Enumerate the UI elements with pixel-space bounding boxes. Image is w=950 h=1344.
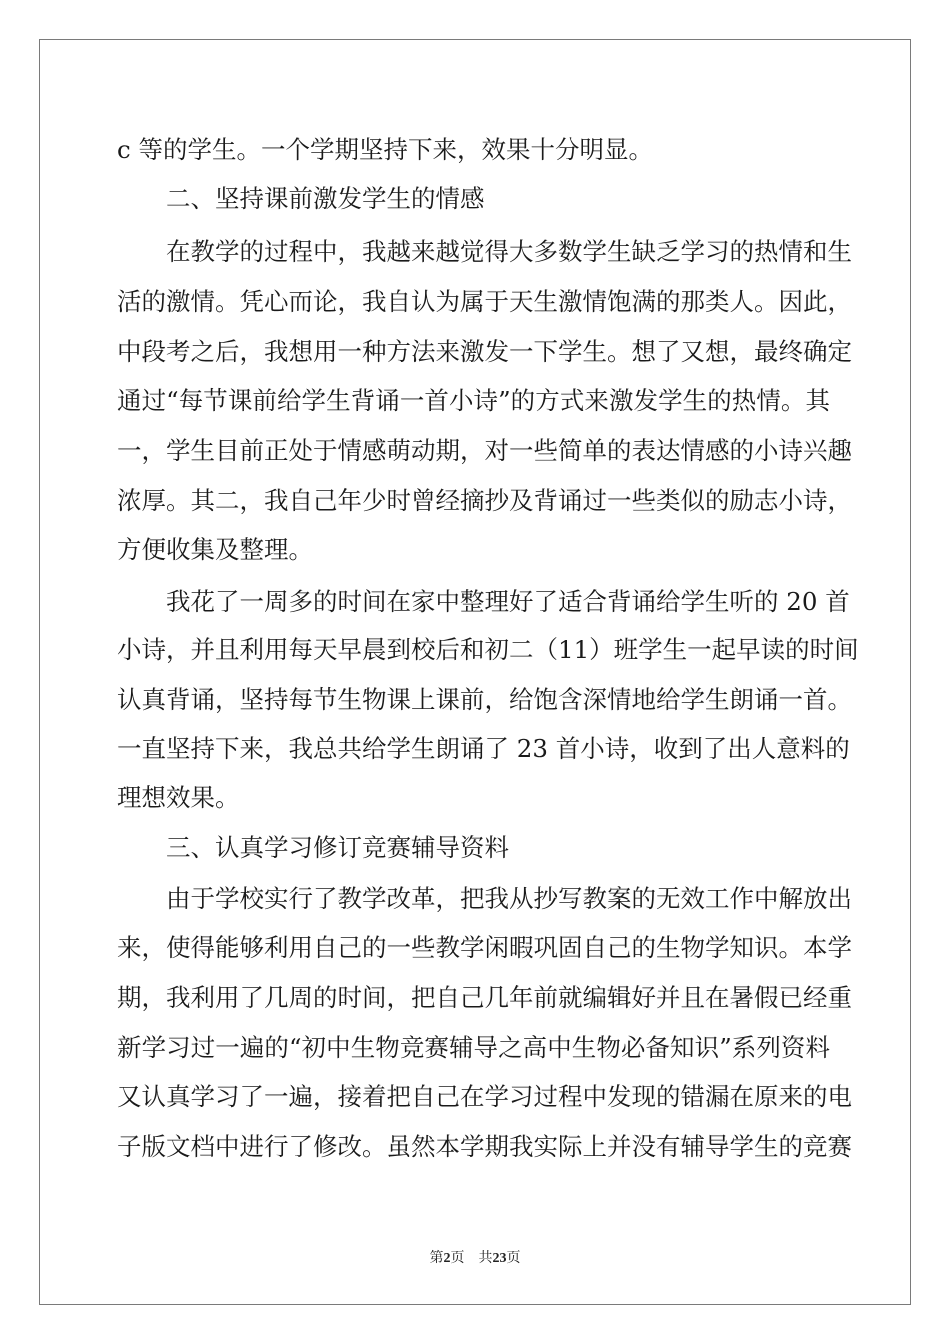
text-line-content: 认真背诵，坚持每节生物课上课前，给饱含深情地给学生朗诵一首。 — [117, 685, 852, 714]
footer-middle: 页 共 — [450, 1250, 493, 1266]
text-line-content: 浓厚。其二，我自己年少时曾经摘抄及背诵过一些类似的励志小诗， — [117, 486, 852, 515]
text-line-content: 通过“每节课前给学生背诵一首小诗”的方式来激发学生的热情。其 — [117, 386, 830, 415]
footer-suffix: 页 — [506, 1250, 521, 1266]
text-line-content: 中段考之后，我想用一种方法来激发一下学生。想了又想，最终确定 — [117, 337, 852, 366]
section-heading-text: 二、坚持课前激发学生的情感 — [166, 184, 485, 213]
text-line-content: 期，我利用了几周的时间，把自己几年前就编辑好并且在暑假已经重 — [117, 983, 852, 1012]
footer-prefix: 第 — [429, 1250, 444, 1266]
text-line-content: 新学习过一遍的“初中生物竞赛辅导之高中生物必备知识”系列资料 — [117, 1033, 830, 1062]
text-line-content: 方便收集及整理。 — [117, 535, 313, 564]
section-heading-text: 三、认真学习修订竞赛辅导资料 — [166, 833, 509, 862]
page-border — [39, 39, 911, 1305]
text-line-content: 我花了一周多的时间在家中整理好了适合背诵给学生听的 20 首 — [166, 587, 850, 616]
text-line-content: 一，学生目前正处于情感萌动期，对一些简单的表达情感的小诗兴趣 — [117, 436, 852, 465]
text-line-content: c 等的学生。一个学期坚持下来，效果十分明显。 — [117, 135, 654, 164]
text-line-content: 在教学的过程中，我越来越觉得大多数学生缺乏学习的热情和生 — [166, 237, 852, 266]
text-line-content: 理想效果。 — [117, 783, 240, 812]
page-footer — [0, 1247, 950, 1267]
text-line-content: 又认真学习了一遍，接着把自己在学习过程中发现的错漏在原来的电 — [117, 1082, 852, 1111]
text-line-content: 来，使得能够利用自己的一些教学闲暇巩固自己的生物学知识。本学 — [117, 933, 852, 962]
text-line-content: 小诗，并且利用每天早晨到校后和初二（11）班学生一起早读的时间 — [117, 635, 859, 664]
text-line-content: 活的激情。凭心而论，我自认为属于天生激情饱满的那类人。因此， — [117, 287, 852, 316]
page-number: 2 — [443, 1251, 451, 1266]
text-line-content: 一直坚持下来，我总共给学生朗诵了 23 首小诗，收到了出人意料的 — [117, 734, 850, 763]
text-line-content: 子版文档中进行了修改。虽然本学期我实际上并没有辅导学生的竞赛 — [117, 1132, 852, 1161]
text-line-content: 由于学校实行了教学改革，把我从抄写教案的无效工作中解放出 — [166, 884, 852, 913]
total-pages: 23 — [492, 1251, 507, 1266]
